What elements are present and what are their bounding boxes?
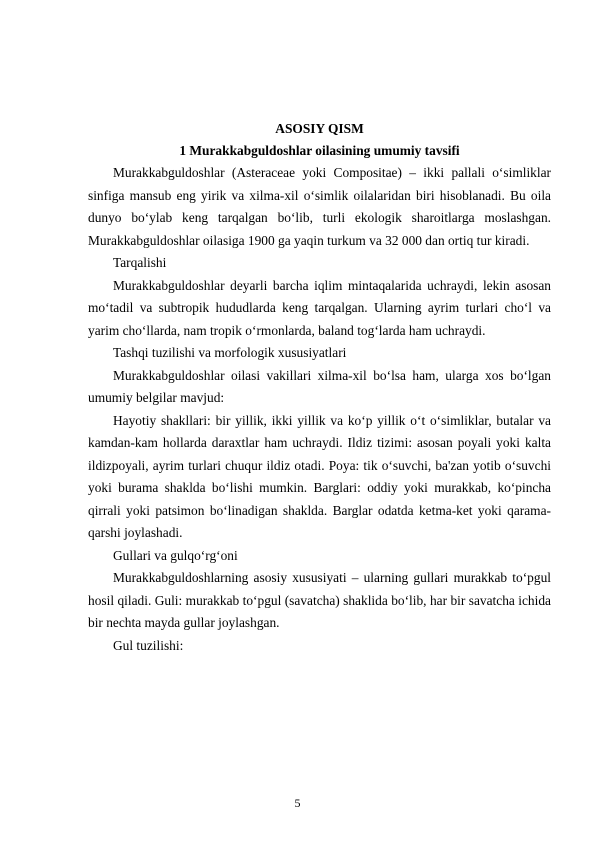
paragraph-life-forms: Hayotiy shakllari: bir yillik, ikki yillik va ko‘p yillik o‘t o‘simliklar, butalar va kamdan-kam hollarda daraxtlar ham uchraydi. Ildiz tizimi: asosan poyali yoki kalta ildizpoyali, ayrim turlari chuqur ildiz otadi. Poya: tik o‘suvchi, ba'zan yotib o‘suvchi yoki burama shaklda bo‘lishi mumkin. Barglari: oddiy yoki murakkab, ko‘pincha qirrali yoki patsimon bo‘linadigan shaklda. Barglar odatda ketma-ket yoki qarama-qarshi joylashadi.	[88, 412, 551, 540]
subheading-morphology: Tashqi tuzilishi va morfologik xususiyatlari	[113, 345, 347, 360]
paragraph-distribution: Murakkabguldoshlar deyarli barcha iqlim mintaqalarida uchraydi, lekin asosan mo‘tadil va subtropik hududlarda keng tarqalgan. Ularning ayrim turlari cho‘l va yarim cho‘llarda, nam tropik o‘rmonlarda, baland tog‘larda ham uchraydi.	[88, 277, 551, 338]
paragraph-common-features: Murakkabguldoshlar oilasi vakillari xilma-xil bo‘lsa ham, ularga xos bo‘lgan umumiy belgilar mavjud:	[88, 367, 551, 405]
paragraph-intro: Murakkabguldoshlar (Asteraceae yoki Compositae) – ikki pallali o‘simliklar sinfiga mansub eng yirik va xilma-xil o‘simlik oilalaridan biri hisoblanadi. Bu oila dunyo bo‘ylab keng tarqalgan bo‘lib, turli ekologik sharoitlarga moslashgan. Murakkabguldoshlar oilasiga 1900 ga yaqin turkum va 32 000 dan ortiq tur kiradi.	[88, 165, 551, 248]
paragraph-flowers: Murakkabguldoshlarning asosiy xususiyati – ularning gullari murakkab to‘pgul hosil qiladi. Guli: murakkab to‘pgul (savatcha) shaklida bo‘lib, har bir savatcha ichida bir nechta mayda gullar joylashgan.	[88, 570, 551, 630]
chapter-title: 1 Murakkabguldoshlar oilasining umumiy tavsifi	[179, 143, 460, 158]
document-body	[88, 118, 551, 657]
subheading-distribution: Tarqalishi	[113, 255, 167, 270]
subheading-flower-structure: Gul tuzilishi:	[113, 637, 184, 653]
page-number: 5	[294, 796, 301, 810]
subheading-flowers: Gullari va gulqo‘rg‘oni	[113, 547, 238, 563]
section-title: ASOSIY QISM	[275, 121, 364, 136]
